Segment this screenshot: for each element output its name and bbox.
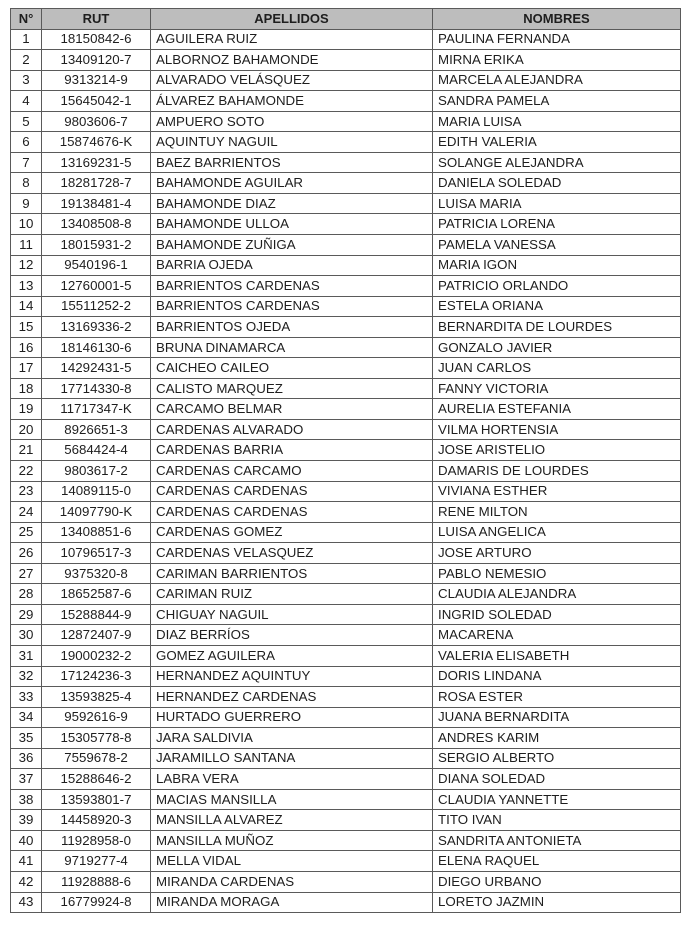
row-number: 27 (11, 563, 42, 584)
rut-cell: 9719277-4 (42, 851, 151, 872)
rut-cell: 13593825-4 (42, 687, 151, 708)
rut-cell: 17714330-8 (42, 378, 151, 399)
row-number: 29 (11, 604, 42, 625)
table-row (11, 173, 681, 194)
table-row (11, 152, 681, 173)
apellidos-cell: JARAMILLO SANTANA (151, 748, 433, 769)
table-row (11, 625, 681, 646)
apellidos-cell: CHIGUAY NAGUIL (151, 604, 433, 625)
row-number: 13 (11, 276, 42, 297)
apellidos-cell: ALVARADO VELÁSQUEZ (151, 70, 433, 91)
apellidos-cell: BAHAMONDE AGUILAR (151, 173, 433, 194)
rut-cell: 9803617-2 (42, 461, 151, 482)
row-number: 39 (11, 810, 42, 831)
table-row (11, 687, 681, 708)
table-row (11, 522, 681, 543)
nombres-cell: RENE MILTON (433, 502, 681, 523)
nombres-cell: AURELIA ESTEFANIA (433, 399, 681, 420)
row-number: 4 (11, 91, 42, 112)
rut-cell: 19138481-4 (42, 193, 151, 214)
row-number: 10 (11, 214, 42, 235)
rut-cell: 15305778-8 (42, 728, 151, 749)
table-row (11, 789, 681, 810)
nombres-cell: DORIS LINDANA (433, 666, 681, 687)
header-rut: RUT (42, 9, 151, 30)
nombres-cell: FANNY VICTORIA (433, 378, 681, 399)
rut-cell: 18281728-7 (42, 173, 151, 194)
nombres-cell: SANDRITA ANTONIETA (433, 830, 681, 851)
nombres-cell: ANDRES KARIM (433, 728, 681, 749)
table-row (11, 728, 681, 749)
rut-cell: 18652587-6 (42, 584, 151, 605)
apellidos-cell: CARDENAS VELASQUEZ (151, 543, 433, 564)
rut-cell: 8926651-3 (42, 419, 151, 440)
nombres-cell: PABLO NEMESIO (433, 563, 681, 584)
apellidos-cell: CARDENAS GOMEZ (151, 522, 433, 543)
table-row (11, 645, 681, 666)
row-number: 7 (11, 152, 42, 173)
nombres-cell: CLAUDIA ALEJANDRA (433, 584, 681, 605)
apellidos-cell: BARRIENTOS OJEDA (151, 317, 433, 338)
row-number: 33 (11, 687, 42, 708)
apellidos-cell: CARCAMO BELMAR (151, 399, 433, 420)
table-row (11, 50, 681, 71)
apellidos-cell: LABRA VERA (151, 769, 433, 790)
nombres-cell: VALERIA ELISABETH (433, 645, 681, 666)
table-row (11, 604, 681, 625)
rut-cell: 11928888-6 (42, 871, 151, 892)
rut-cell: 15874676-K (42, 132, 151, 153)
rut-cell: 15288844-9 (42, 604, 151, 625)
nombres-cell: SERGIO ALBERTO (433, 748, 681, 769)
apellidos-cell: CAICHEO CAILEO (151, 358, 433, 379)
row-number: 1 (11, 29, 42, 50)
row-number: 16 (11, 337, 42, 358)
nombres-cell: TITO IVAN (433, 810, 681, 831)
table-row (11, 399, 681, 420)
rut-cell: 9375320-8 (42, 563, 151, 584)
rut-cell: 9592616-9 (42, 707, 151, 728)
rut-cell: 7559678-2 (42, 748, 151, 769)
row-number: 37 (11, 769, 42, 790)
nombres-cell: PAULINA FERNANDA (433, 29, 681, 50)
rut-cell: 18015931-2 (42, 235, 151, 256)
row-number: 24 (11, 502, 42, 523)
row-number: 32 (11, 666, 42, 687)
rut-cell: 11717347-K (42, 399, 151, 420)
apellidos-cell: CARDENAS CARCAMO (151, 461, 433, 482)
apellidos-cell: CARDENAS ALVARADO (151, 419, 433, 440)
apellidos-cell: HURTADO GUERRERO (151, 707, 433, 728)
row-number: 28 (11, 584, 42, 605)
rut-cell: 13409120-7 (42, 50, 151, 71)
nombres-cell: MARCELA ALEJANDRA (433, 70, 681, 91)
table-row (11, 440, 681, 461)
header-row (11, 9, 681, 30)
row-number: 30 (11, 625, 42, 646)
row-number: 3 (11, 70, 42, 91)
rut-cell: 18146130-6 (42, 337, 151, 358)
nombres-cell: INGRID SOLEDAD (433, 604, 681, 625)
apellidos-cell: BAHAMONDE ZUÑIGA (151, 235, 433, 256)
rut-cell: 18150842-6 (42, 29, 151, 50)
row-number: 9 (11, 193, 42, 214)
apellidos-cell: AQUINTUY NAGUIL (151, 132, 433, 153)
row-number: 12 (11, 255, 42, 276)
apellidos-cell: HERNANDEZ AQUINTUY (151, 666, 433, 687)
rut-cell: 10796517-3 (42, 543, 151, 564)
table-row (11, 871, 681, 892)
row-number: 17 (11, 358, 42, 379)
apellidos-cell: MANSILLA MUÑOZ (151, 830, 433, 851)
row-number: 19 (11, 399, 42, 420)
apellidos-cell: AGUILERA RUIZ (151, 29, 433, 50)
table-row (11, 543, 681, 564)
nombres-cell: LUISA MARIA (433, 193, 681, 214)
table-row (11, 584, 681, 605)
nombres-cell: EDITH VALERIA (433, 132, 681, 153)
nombres-cell: DIEGO URBANO (433, 871, 681, 892)
table-row (11, 276, 681, 297)
row-number: 6 (11, 132, 42, 153)
table-row (11, 563, 681, 584)
apellidos-cell: MACIAS MANSILLA (151, 789, 433, 810)
nombres-cell: SOLANGE ALEJANDRA (433, 152, 681, 173)
nombres-cell: MACARENA (433, 625, 681, 646)
nombres-cell: JUANA BERNARDITA (433, 707, 681, 728)
nombres-cell: LUISA ANGELICA (433, 522, 681, 543)
apellidos-cell: BAHAMONDE DIAZ (151, 193, 433, 214)
table-row (11, 830, 681, 851)
row-number: 23 (11, 481, 42, 502)
nombres-cell: MARIA LUISA (433, 111, 681, 132)
row-number: 15 (11, 317, 42, 338)
nombres-cell: LORETO JAZMIN (433, 892, 681, 913)
row-number: 43 (11, 892, 42, 913)
table-row (11, 481, 681, 502)
apellidos-cell: BAEZ BARRIENTOS (151, 152, 433, 173)
rut-cell: 14292431-5 (42, 358, 151, 379)
list-table (10, 8, 681, 913)
rut-cell: 9803606-7 (42, 111, 151, 132)
table-row (11, 378, 681, 399)
row-number: 41 (11, 851, 42, 872)
apellidos-cell: AMPUERO SOTO (151, 111, 433, 132)
rut-cell: 5684424-4 (42, 440, 151, 461)
apellidos-cell: BARRIENTOS CARDENAS (151, 296, 433, 317)
apellidos-cell: BARRIENTOS CARDENAS (151, 276, 433, 297)
row-number: 34 (11, 707, 42, 728)
nombres-cell: DAMARIS DE LOURDES (433, 461, 681, 482)
rut-cell: 15645042-1 (42, 91, 151, 112)
apellidos-cell: HERNANDEZ CARDENAS (151, 687, 433, 708)
table-row (11, 748, 681, 769)
rut-cell: 12760001-5 (42, 276, 151, 297)
row-number: 5 (11, 111, 42, 132)
table-row (11, 193, 681, 214)
nombres-cell: ELENA RAQUEL (433, 851, 681, 872)
apellidos-cell: ÁLVAREZ BAHAMONDE (151, 91, 433, 112)
table-row (11, 502, 681, 523)
table-row (11, 769, 681, 790)
header-number: N° (11, 9, 42, 30)
apellidos-cell: CARIMAN RUIZ (151, 584, 433, 605)
rut-cell: 13408508-8 (42, 214, 151, 235)
row-number: 36 (11, 748, 42, 769)
row-number: 40 (11, 830, 42, 851)
apellidos-cell: MELLA VIDAL (151, 851, 433, 872)
table-row (11, 358, 681, 379)
row-number: 35 (11, 728, 42, 749)
apellidos-cell: MIRANDA CARDENAS (151, 871, 433, 892)
row-number: 25 (11, 522, 42, 543)
table-row (11, 810, 681, 831)
nombres-cell: SANDRA PAMELA (433, 91, 681, 112)
row-number: 11 (11, 235, 42, 256)
apellidos-cell: GOMEZ AGUILERA (151, 645, 433, 666)
apellidos-cell: BRUNA DINAMARCA (151, 337, 433, 358)
table-row (11, 419, 681, 440)
nombres-cell: JOSE ARTURO (433, 543, 681, 564)
rut-cell: 9313214-9 (42, 70, 151, 91)
apellidos-cell: BARRIA OJEDA (151, 255, 433, 276)
table-row (11, 29, 681, 50)
rut-cell: 14089115-0 (42, 481, 151, 502)
apellidos-cell: CALISTO MARQUEZ (151, 378, 433, 399)
table-row (11, 255, 681, 276)
apellidos-cell: CARDENAS BARRIA (151, 440, 433, 461)
rut-cell: 11928958-0 (42, 830, 151, 851)
row-number: 38 (11, 789, 42, 810)
table-row (11, 707, 681, 728)
table-row (11, 235, 681, 256)
table-row (11, 317, 681, 338)
rut-cell: 13408851-6 (42, 522, 151, 543)
nombres-cell: MARIA IGON (433, 255, 681, 276)
nombres-cell: ESTELA ORIANA (433, 296, 681, 317)
row-number: 2 (11, 50, 42, 71)
table-row (11, 91, 681, 112)
rut-cell: 12872407-9 (42, 625, 151, 646)
header-nombres: NOMBRES (433, 9, 681, 30)
nombres-cell: DIANA SOLEDAD (433, 769, 681, 790)
table-row (11, 461, 681, 482)
row-number: 26 (11, 543, 42, 564)
apellidos-cell: BAHAMONDE ULLOA (151, 214, 433, 235)
rut-cell: 16779924-8 (42, 892, 151, 913)
nombres-cell: GONZALO JAVIER (433, 337, 681, 358)
nombres-cell: JUAN CARLOS (433, 358, 681, 379)
apellidos-cell: CARDENAS CARDENAS (151, 481, 433, 502)
table-row (11, 70, 681, 91)
row-number: 18 (11, 378, 42, 399)
rut-cell: 15511252-2 (42, 296, 151, 317)
apellidos-cell: MANSILLA ALVAREZ (151, 810, 433, 831)
nombres-cell: DANIELA SOLEDAD (433, 173, 681, 194)
rut-cell: 9540196-1 (42, 255, 151, 276)
nombres-cell: ROSA ESTER (433, 687, 681, 708)
nombres-cell: PATRICIO ORLANDO (433, 276, 681, 297)
table-row (11, 892, 681, 913)
table-body (11, 29, 681, 913)
apellidos-cell: JARA SALDIVIA (151, 728, 433, 749)
rut-cell: 19000232-2 (42, 645, 151, 666)
rut-cell: 13593801-7 (42, 789, 151, 810)
row-number: 21 (11, 440, 42, 461)
rut-cell: 15288646-2 (42, 769, 151, 790)
nombres-cell: JOSE ARISTELIO (433, 440, 681, 461)
row-number: 8 (11, 173, 42, 194)
apellidos-cell: DIAZ BERRÍOS (151, 625, 433, 646)
table-row (11, 337, 681, 358)
nombres-cell: BERNARDITA DE LOURDES (433, 317, 681, 338)
row-number: 42 (11, 871, 42, 892)
row-number: 20 (11, 419, 42, 440)
table-row (11, 111, 681, 132)
table-row (11, 666, 681, 687)
rut-cell: 13169231-5 (42, 152, 151, 173)
nombres-cell: VIVIANA ESTHER (433, 481, 681, 502)
table-row (11, 214, 681, 235)
nombres-cell: PATRICIA LORENA (433, 214, 681, 235)
rut-cell: 17124236-3 (42, 666, 151, 687)
row-number: 14 (11, 296, 42, 317)
rut-cell: 13169336-2 (42, 317, 151, 338)
nombres-cell: MIRNA ERIKA (433, 50, 681, 71)
apellidos-cell: CARIMAN BARRIENTOS (151, 563, 433, 584)
nombres-cell: CLAUDIA YANNETTE (433, 789, 681, 810)
apellidos-cell: CARDENAS CARDENAS (151, 502, 433, 523)
row-number: 22 (11, 461, 42, 482)
table-row (11, 296, 681, 317)
apellidos-cell: MIRANDA MORAGA (151, 892, 433, 913)
nombres-cell: PAMELA VANESSA (433, 235, 681, 256)
rut-cell: 14097790-K (42, 502, 151, 523)
table-row (11, 851, 681, 872)
rut-cell: 14458920-3 (42, 810, 151, 831)
row-number: 31 (11, 645, 42, 666)
nombres-cell: VILMA HORTENSIA (433, 419, 681, 440)
apellidos-cell: ALBORNOZ BAHAMONDE (151, 50, 433, 71)
table-row (11, 132, 681, 153)
header-apellidos: APELLIDOS (151, 9, 433, 30)
